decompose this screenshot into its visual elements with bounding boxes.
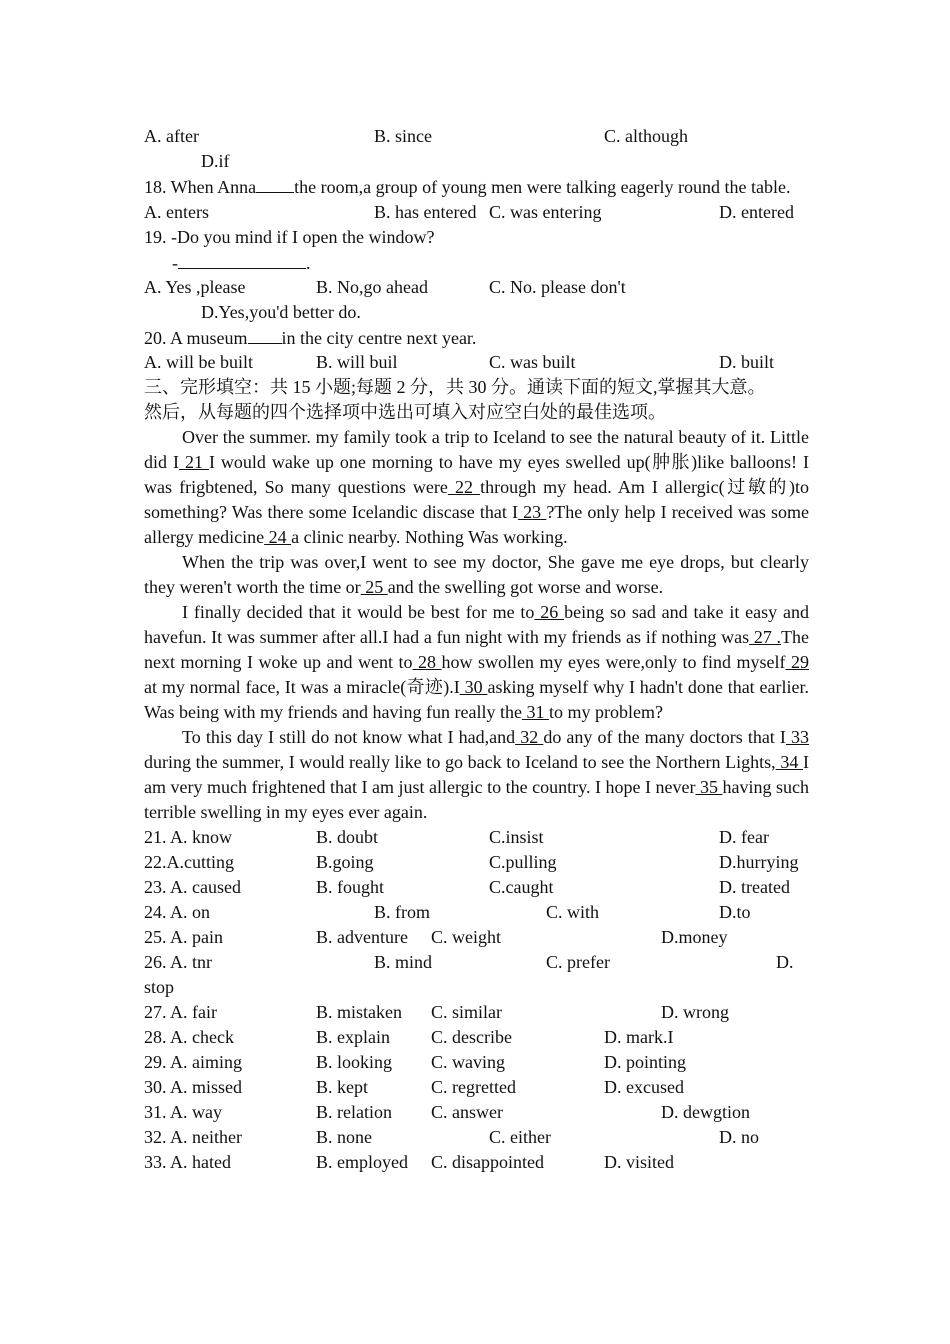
q26-options: 26. A. tnr B. mind C. prefer D. [144,952,794,972]
question-19: 19. -Do you mind if I open the window? [144,227,435,247]
q17-option-c: C. although [604,126,688,146]
q18-option-d: D. entered [719,202,794,222]
blank-24: 24 [264,527,292,547]
answer-blank [248,325,282,344]
passage-paragraph-3: I finally decided that it would be best for me to 26 being so sad and take it easy and havefun. It was summer after all.I had a fun night with my friends as if nothing was 27 .The next morning I woke up and went to 28 how swollen my eyes were,only to find myself 29 at my normal face, It was a miracle(奇迹).I 30 asking myself why I hadn't done that earlier. Was being with my friends and having fun really the 31 to my problem? [144,602,810,722]
q24-options: 24. A. on B. from C. with D.to [144,902,751,922]
blank-21: 21 [178,452,209,472]
q19-response-line: - . [144,250,809,275]
q20-options [144,350,809,375]
q19-options [144,275,809,300]
q32-options: 32. A. neither B. none C. either D. no [144,1127,759,1147]
answer-blank [256,174,294,193]
blank-29: 29 [785,652,810,672]
section-3-instructions: 然后，从每题的四个选择项中选出可填入对应空白处的最佳选项。 [144,402,666,422]
question-20: 20. A museum in the city centre next year. [144,325,809,350]
q23-options: 23. A. caused B. fought C.caught D. treated [144,877,790,897]
q31-options: 31. A. way B. relation C. answer D. dewgtion [144,1102,750,1122]
q20-option-b: B. will buil [316,352,398,372]
q20-option-a: A. will be built [144,352,253,372]
blank-23: 23 [518,502,547,522]
q22-options: 22.A.cutting B.going C.pulling D.hurrying [144,852,799,872]
blank-31: 31 [521,702,549,722]
q30-options: 30. A. missed B. kept C. regretted D. excused [144,1077,684,1097]
exam-page: A. after B. since C. although D.if 18. When Anna the room,a group of young men were talking eagerly round the table. A. enters B. has entered C. was entering D. entered 19. -Do you mind if I open the window? - . A. Yes ,please B. No,go ahead C. No. please don't D.Yes,you'd better do. 20. A museum in the city centre next year. A. will be built B. will buil C. was built D. built 三、完形填空：共 15 小题;每题 2 分，共 30 分。通读下面的短文,掌握其大意。 然后，从每题的四个选择项中选出可填入对应空白处的最佳选项。 Over the summer. my family took a trip to Iceland to see the natural beauty of it. Little did I 21 I would wake up one morning to have my eyes swelled up(肿胀)like balloons! I was frigbtened, So many questions were 22 through my head. Am I allergic(过敏的)to something? Was there some Icelandic discase that I 23 ?The only help I received was some allergy medicine 24 a clinic nearby. Nothing Was working. When the trip was over,I went to see my doctor, She gave me eye drops, but clearly they weren't worth the time or 25 and the swelling got worse and worse. I finally decided that it would be best for me to 26 being so sad and take it easy and havefun. It was summer after all.I had a fun night with my friends as if nothing was 27 .The next morning I woke up and went to 28 how swollen my eyes were,only to find myself 29 at my normal face, It was a miracle(奇迹).I 30 asking myself why I hadn't done that earlier. Was being with my friends and having fun really the 31 to my problem? To this day I still do not know what I had,and 32 do any of the many doctors that I 33 during the summer, I would really like to go back to Iceland to see the Northern Lights, 34 I am very much frightened that I am just allergic to the country. I hope I never 35 having such terrible swelling in my eyes ever again. 21. A. know B. doubt C.insist D. fear 22.A.cutting B.going C.pulling D.hurrying 23. A. caused B. fought C.caught D. treated 24. A. on B. from C. with D.to 25. A. pain B. adventure C. weight D.money 26. A. tnr B. mind C. prefer D. stop 27. A. fair B. mistaken C. similar D. wrong 28. A. check B. explain C. describe D. mark.I 29. A. aiming B. looking C. waving D. pointing 30. A. missed B. kept C. regretted D. excused 31. A. way B. relation C. answer D. dewgtion 32. A. neither B. none C. either D. no 33. A. hated B. employed C. disappointed D. visited [144,124,809,1175]
q25-options: 25. A. pain B. adventure C. weight D.money [144,927,728,947]
blank-34: 34 [775,752,803,772]
blank-25: 25 [360,577,388,597]
blank-30: 30 [459,677,488,697]
passage-paragraph-4: To this day I still do not know what I had,and 32 do any of the many doctors that I 33 during the summer, I would really like to go back to Iceland to see the Northern Lights, 34 I am very much frightened that I am just allergic to the country. I hope I never 35 having such terrible swelling in my eyes ever again. [144,727,810,822]
q28-options: 28. A. check B. explain C. describe D. mark.I [144,1027,674,1047]
q17-options [144,124,809,149]
blank-27: 27 . [749,627,782,647]
q17-option-b: B. since [374,126,432,146]
q18-option-c: C. was entering [489,202,602,222]
q33-options: 33. A. hated B. employed C. disappointed D. visited [144,1152,674,1172]
blank-22: 22 [447,477,481,497]
q27-options: 27. A. fair B. mistaken C. similar D. wrong [144,1002,729,1022]
section-3-heading: 三、完形填空：共 15 小题;每题 2 分，共 30 分。通读下面的短文,掌握其大意。 [144,377,766,397]
blank-32: 32 [515,727,544,747]
passage-paragraph-1: Over the summer. my family took a trip to Iceland to see the natural beauty of it. Little did I 21 I would wake up one morning to have my eyes swelled up(肿胀)like balloons! I was frigbtened, So many questions were 22 through my head. Am I allergic(过敏的)to something? Was there some Icelandic discase that I 23 ?The only help I received was some allergy medicine 24 a clinic nearby. Nothing Was working. [144,427,810,547]
q21-options: 21. A. know B. doubt C.insist D. fear [144,827,769,847]
blank-35: 35 [695,777,723,797]
q18-options [144,200,809,225]
q18-option-b: B. has entered [374,202,477,222]
q19-option-c: C. No. please don't [489,277,626,297]
q19-option-b: B. No,go ahead [316,277,428,297]
answer-blank [178,250,306,269]
q17-option-a: A. after [144,126,199,146]
passage-paragraph-2: When the trip was over,I went to see my doctor, She gave me eye drops, but clearly they weren't worth the time or 25 and the swelling got worse and worse. [144,552,809,597]
q19-option-a: A. Yes ,please [144,277,246,297]
q20-option-d: D. built [719,352,775,372]
q20-option-c: C. was built [489,352,576,372]
q18-option-a: A. enters [144,202,209,222]
blank-26: 26 [534,602,565,622]
blank-33: 33 [785,727,809,747]
question-18: 18. When Anna the room,a group of young men were talking eagerly round the table. [144,174,809,200]
blank-28: 28 [412,652,442,672]
q29-options: 29. A. aiming B. looking C. waving D. pointing [144,1052,687,1072]
q19-option-d: D.Yes,you'd better do. [201,302,361,322]
q17-option-d: D.if [201,151,230,171]
